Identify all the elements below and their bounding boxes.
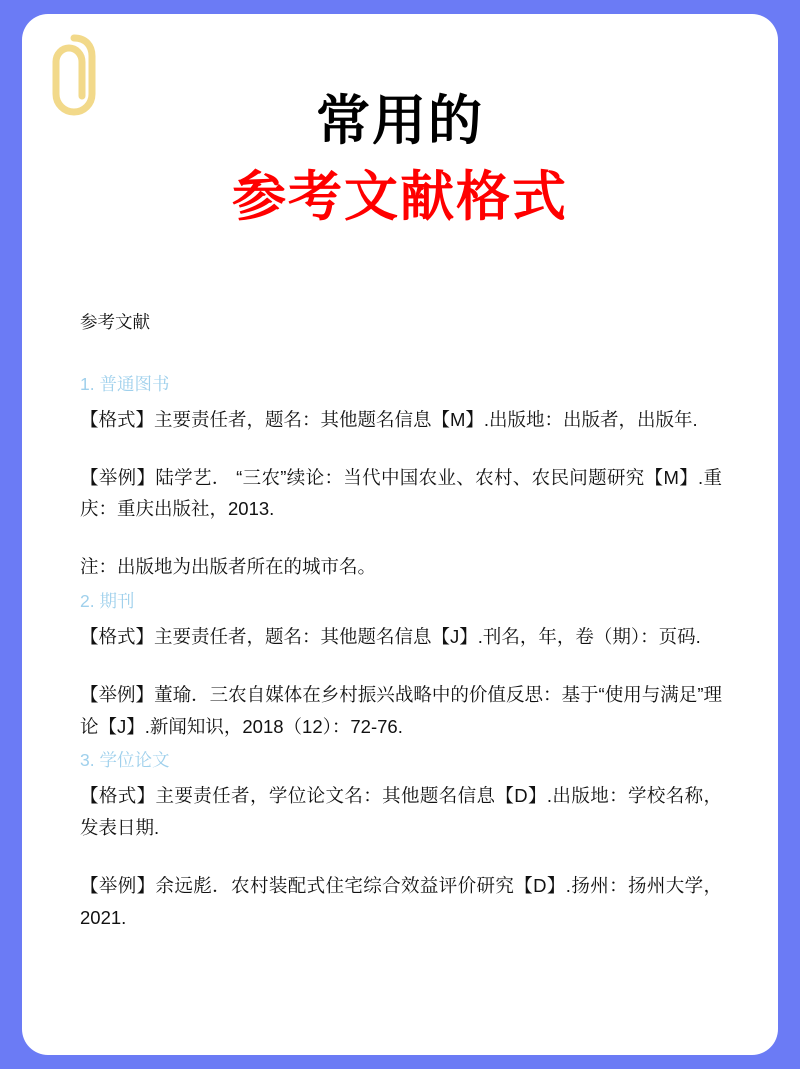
section-title-1: 1. 普通图书 [80, 373, 170, 394]
section-general-books [80, 370, 722, 583]
page-title [66, 88, 734, 232]
section-title-3: 3. 学位论文 [80, 750, 170, 771]
section-1-note: 注：出版地为出版者所在的城市名。 [80, 556, 377, 578]
title-line-1: 常用的 [316, 91, 484, 151]
section-thesis [80, 746, 722, 933]
section-title-2: 2. 期刊 [80, 590, 135, 611]
section-2-example: 【举例】董瑜．三农自媒体在乡村振兴战略中的价值反思：基于“使用与满足”理论【J】.新闻知识，2018（12）：72-76. [80, 683, 722, 737]
title-line-2: 参考文献格式 [232, 166, 568, 227]
document-content [22, 14, 778, 1055]
document-page [22, 14, 778, 1055]
section-3-example: 【举例】余远彪．农村装配式住宅综合效益评价研究【D】.扬州：扬州大学，2021. [80, 875, 722, 928]
section-1-example: 【举例】陆学艺． “三农”续论：当代中国农业、农村、农民问题研究【M】.重庆：重庆出版社，2013. [80, 466, 722, 520]
section-2-format: 【格式】主要责任者，题名：其他题名信息【J】.刊名，年，卷（期）：页码. [80, 625, 701, 647]
document-body [66, 308, 734, 934]
section-1-format: 【格式】主要责任者，题名：其他题名信息【M】.出版地：出版者，出版年. [80, 408, 698, 430]
section-3-format: 【格式】主要责任者，学位论文名：其他题名信息【D】.出版地：学校名称，发表日期. [80, 785, 722, 839]
paperclip-icon [38, 32, 100, 124]
references-heading: 参考文献 [80, 311, 150, 332]
section-journal [80, 587, 722, 742]
